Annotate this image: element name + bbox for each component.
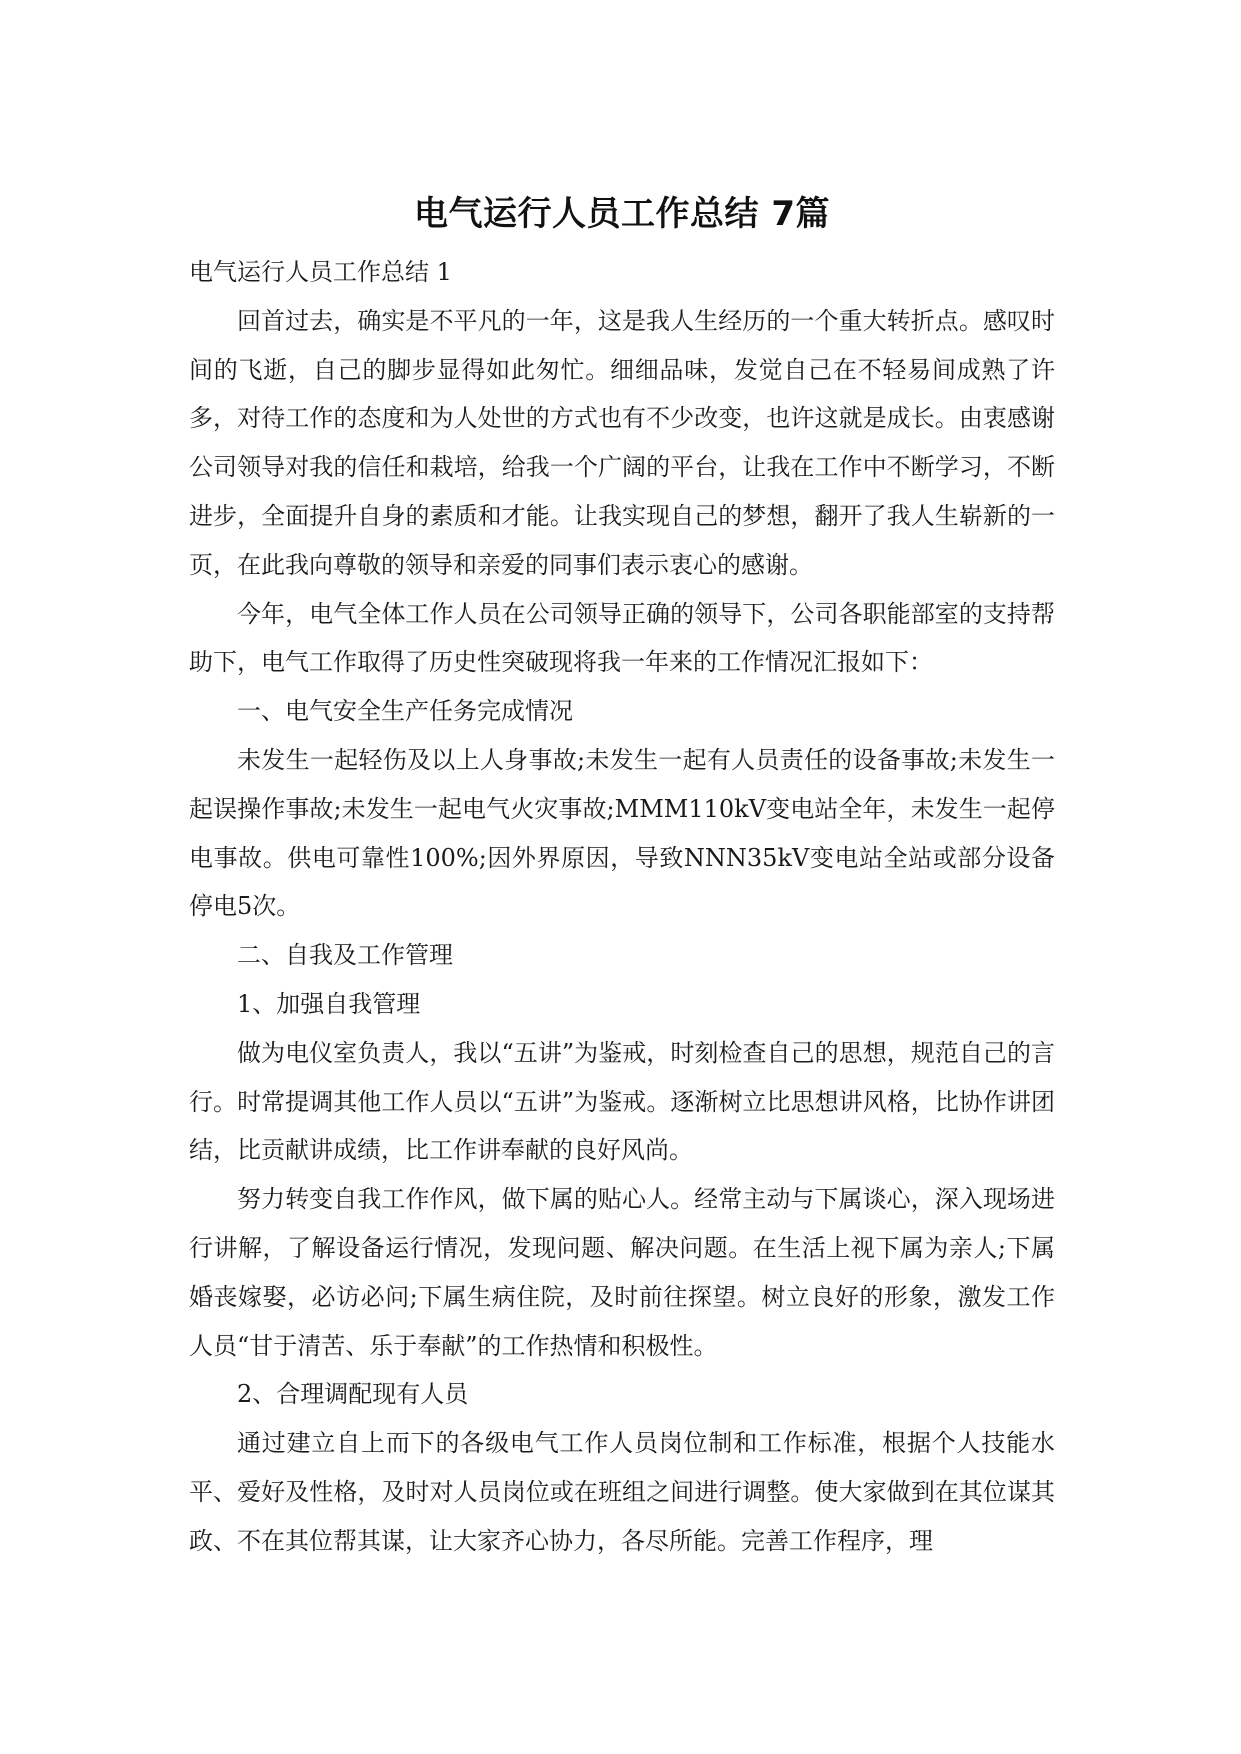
paragraph-work-style: 努力转变自我工作作风，做下属的贴心人。经常主动与下属谈心，深入现场进行讲解，了解设备运行情况，发现问题、解决问题。在生活上视下属为亲人;下属婚丧嫁娶，必访必问;下属生病住院，及时前往探望。树立良好的形象，激发工作人员“甘于清苦、乐于奉献”的工作热情和积极性。 xyxy=(189,1185,1055,1360)
document-title: 电气运行人员工作总结 7篇 xyxy=(414,194,830,234)
paragraph-intro: 今年，电气全体工作人员在公司领导正确的领导下，公司各职能部室的支持帮助下，电气工作取得了历史性突破现将我一年来的工作情况汇报如下： xyxy=(189,599,1055,677)
section-heading: 电气运行人员工作总结 1 xyxy=(189,258,452,286)
paragraph-safety: 未发生一起轻伤及以上人身事故;未发生一起有人员责任的设备事故;未发生一起误操作事故;未发生一起电气火灾事故;MMM110kV变电站全年，未发生一起停电事故。供电可靠性100%;因外界原因，导致NNN35kV变电站全站或部分设备停电5次。 xyxy=(189,745,1055,921)
paragraph-self-management: 做为电仪室负责人，我以“五讲”为鉴戒，时刻检查自己的思想，规范自己的言行。时常提调其他工作人员以“五讲”为鉴戒。逐渐树立比思想讲风格，比协作讲团结，比贡献讲成绩，比工作讲奉献的良好风尚。 xyxy=(189,1038,1055,1165)
paragraph-reflection: 回首过去，确实是不平凡的一年，这是我人生经历的一个重大转折点。感叹时间的飞逝，自己的脚步显得如此匆忙。细细品味，发觉自己在不轻易间成熟了许多，对待工作的态度和为人处世的方式也有不少改变，也许这就是成长。由衷感谢公司领导对我的信任和栽培，给我一个广阔的平台，让我在工作中不断学习，不断进步，全面提升自身的素质和才能。让我实现自己的梦想，翻开了我人生崭新的一页，在此我向尊敬的领导和亲爱的同事们表示衷心的感谢。 xyxy=(189,306,1055,579)
heading-staffing: 2、合理调配现有人员 xyxy=(237,1380,469,1409)
document-body xyxy=(189,190,1055,1566)
heading-safety: 一、电气安全生产任务完成情况 xyxy=(237,697,573,726)
paragraph-staffing: 通过建立自上而下的各级电气工作人员岗位制和工作标准，根据个人技能水平、爱好及性格，及时对人员岗位或在班组之间进行调整。使大家做到在其位谋其政、不在其位帮其谋，让大家齐心协力，各尽所能。完善工作程序，理 xyxy=(189,1429,1055,1555)
heading-self-management: 1、加强自我管理 xyxy=(237,989,421,1018)
heading-management: 二、自我及工作管理 xyxy=(237,941,453,970)
